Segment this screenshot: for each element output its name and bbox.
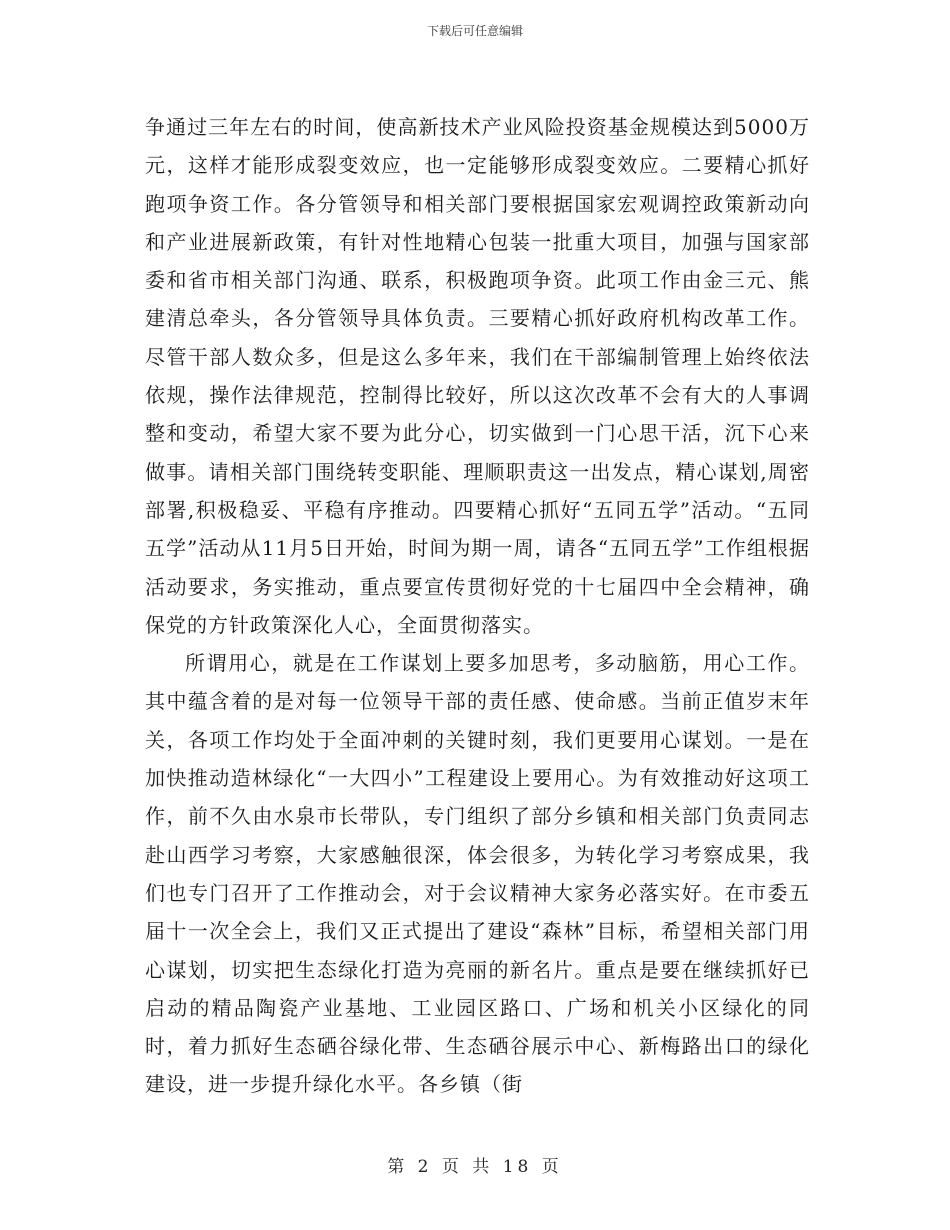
page-header: 下载后可任意编辑 — [426, 24, 523, 38]
page-number-footer: 第 2 页 共 18 页 — [387, 1157, 563, 1177]
document-body — [145, 108, 810, 1104]
paragraph-2: 所谓用心，就是在工作谋划上要多加思考，多动脑筋，用心工作。其中蕴含着的是对每一位领导干部的责任感、使命感。当前正值岁末年关，各项工作均处于全面冲刺的关键时刻，我们更要用心谋划。一是在加快推动造林绿化“一大四小”工程建设上要用心。为有效推动好这项工作，前不久由水泉市长带队，专门组织了部分乡镇和相关部门负责同志赴山西学习考察，大家感触很深，体会很多，为转化学习考察成果，我们也专门召开了工作推动会，对于会议精神大家务必落实好。在市委五届十一次全会上，我们又正式提出了建设“森林”目标，希望相关部门用心谋划，切实把生态绿化打造为亮丽的新名片。重点是要在继续抓好已启动的精品陶瓷产业基地、工业园区路口、广场和机关小区绿化的同时，着力抓好生态硒谷绿化带、生态硒谷展示中心、新梅路出口的绿化建设，进一步提升绿化水平。各乡镇（街 — [145, 651, 810, 1097]
paragraph-1: 争通过三年左右的时间，使高新技术产业风险投资基金规模达到5000万元，这样才能形成裂变效应，也一定能够形成裂变效应。二要精心抓好跑项争资工作。各分管领导和相关部门要根据国家宏观调控政策新动向和产业进展新政策，有针对性地精心包装一批重大项目，加强与国家部委和省市相关部门沟通、联系，积极跑项争资。此项工作由金三元、熊建清总牵头，各分管领导具体负责。三要精心抓好政府机构改革工作。尽管干部人数众多，但是这么多年来，我们在干部编制管理上始终依法依规，操作法律规范，控制得比较好，所以这次改革不会有大的人事调整和变动，希望大家不要为此分心，切实做到一门心思干活，沉下心来做事。请相关部门围绕转变职能、理顺职责这一出发点，精心谋划,周密部署,积极稳妥、平稳有序推动。四要精心抓好“五同五学”活动。“五同五学”活动从11月5日开始，时间为期一周，请各“五同五学”工作组根据活动要求，务实推动，重点要宣传贯彻好党的十七届四中全会精神，确保党的方针政策深化人心，全面贯彻落实。 — [145, 115, 810, 637]
